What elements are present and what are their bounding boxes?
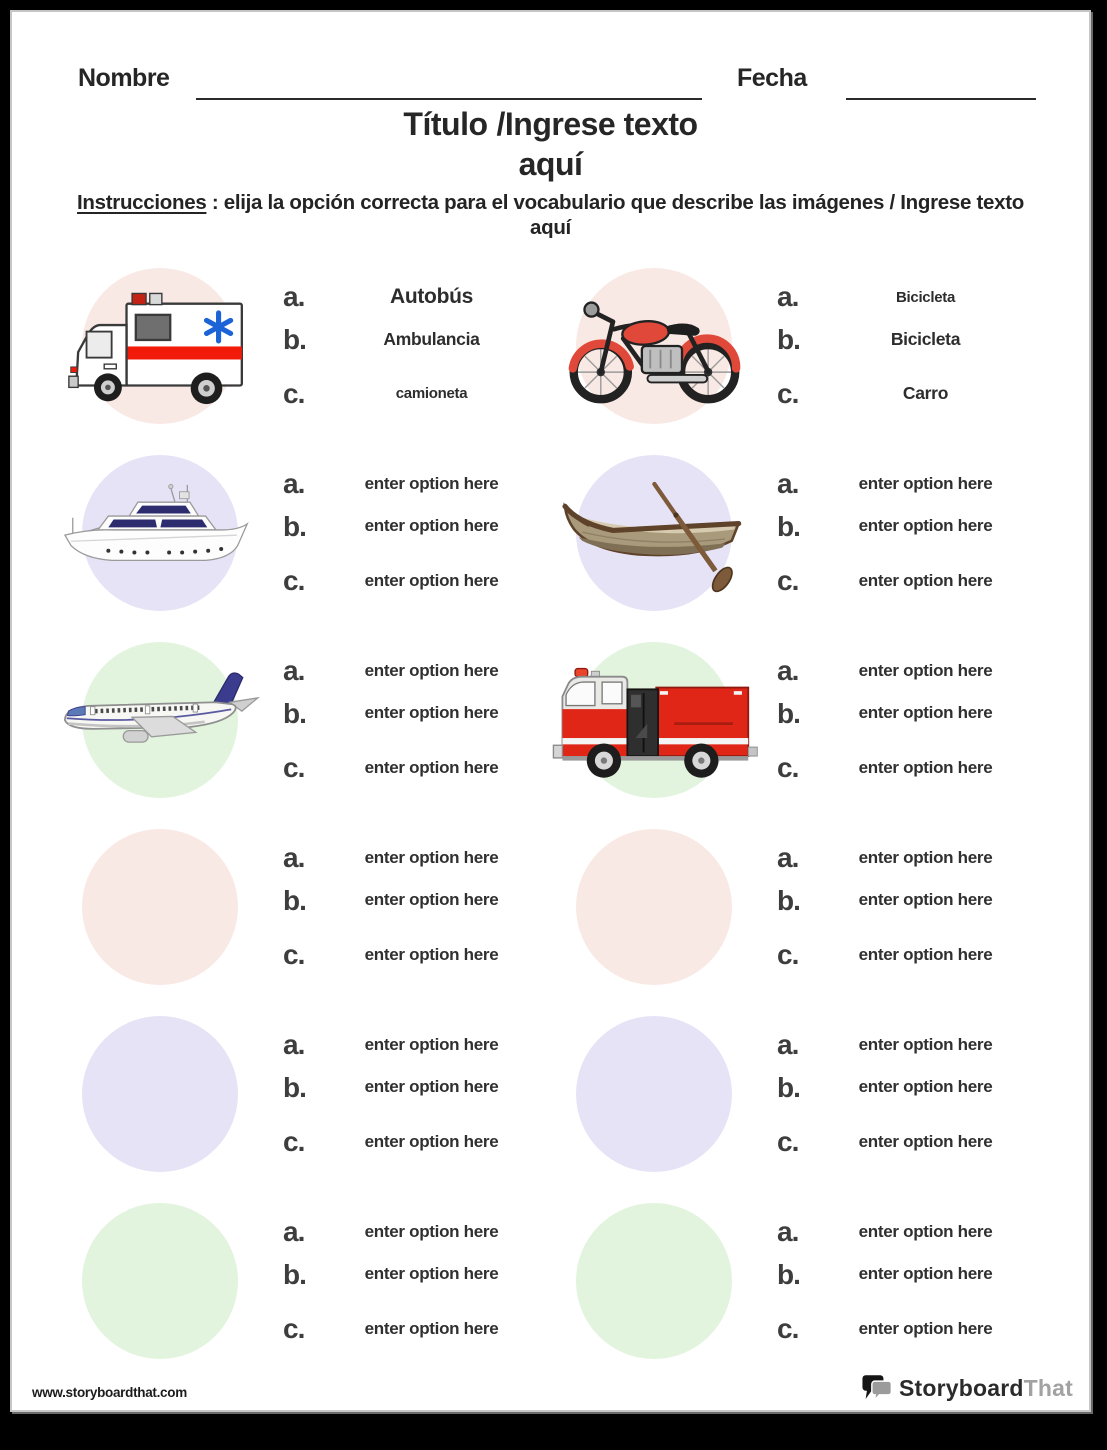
question-item	[540, 252, 1034, 439]
question-item	[540, 1000, 1034, 1187]
option-label[interactable]: enter option here	[364, 757, 499, 777]
speech-bubbles-icon	[862, 1374, 893, 1402]
option-row-b[interactable]	[283, 512, 534, 541]
website-url: www.storyboardthat.com	[32, 1385, 187, 1400]
option-row-b[interactable]	[283, 699, 534, 728]
option-letter: a.	[777, 281, 799, 313]
yacht-icon	[58, 474, 262, 591]
question-image-slot[interactable]	[82, 642, 238, 798]
option-label[interactable]: enter option here	[364, 1222, 499, 1242]
option-letter: a.	[777, 655, 799, 687]
option-letter: b.	[283, 1258, 306, 1290]
option-label[interactable]: Ambulancia	[383, 328, 480, 349]
question-item	[46, 813, 540, 1000]
question-image-slot[interactable]	[576, 829, 732, 985]
option-letter: c.	[283, 565, 305, 597]
option-label[interactable]: enter option here	[858, 474, 993, 494]
question-item	[46, 1000, 540, 1187]
option-row-b[interactable]	[777, 1073, 1028, 1102]
option-letter: c.	[777, 1126, 799, 1158]
option-letter: a.	[283, 842, 305, 874]
worksheet-page	[10, 10, 1091, 1412]
option-row-c[interactable]	[777, 1127, 1028, 1156]
image-background-circle	[82, 1016, 238, 1172]
option-label[interactable]: enter option here	[858, 1077, 993, 1097]
option-letter: a.	[283, 281, 305, 313]
option-label[interactable]: Autobús	[389, 285, 474, 309]
options-list	[283, 656, 534, 782]
options-list	[283, 469, 534, 595]
options-list	[777, 656, 1028, 782]
option-letter: b.	[283, 1071, 306, 1103]
options-list	[777, 1030, 1028, 1156]
option-label[interactable]: enter option here	[858, 890, 993, 910]
option-label[interactable]: enter option here	[858, 570, 993, 590]
question-image-slot[interactable]	[82, 268, 238, 424]
option-row-c[interactable]	[777, 379, 1028, 408]
date-label: Fecha	[737, 64, 807, 92]
option-label[interactable]: enter option here	[364, 516, 499, 536]
option-label[interactable]: enter option here	[858, 661, 993, 681]
option-row-c[interactable]	[283, 379, 534, 408]
option-row-c[interactable]	[283, 566, 534, 595]
option-letter: b.	[777, 1258, 800, 1290]
instructions-label: Instrucciones	[77, 191, 207, 214]
option-letter: b.	[283, 884, 306, 916]
option-letter: c.	[283, 378, 305, 410]
option-label[interactable]: enter option here	[364, 661, 499, 681]
question-item	[46, 626, 540, 813]
option-label[interactable]: enter option here	[364, 1131, 499, 1151]
option-label[interactable]: enter option here	[364, 944, 499, 964]
question-item	[540, 813, 1034, 1000]
option-label[interactable]: enter option here	[858, 1222, 993, 1242]
question-image-slot[interactable]	[576, 268, 732, 424]
option-row-b[interactable]	[777, 699, 1028, 728]
option-label[interactable]: enter option here	[364, 474, 499, 494]
option-row-c[interactable]	[777, 566, 1028, 595]
name-label: Nombre	[78, 64, 170, 92]
title-emphasis: Título	[403, 106, 488, 142]
option-row-a[interactable]	[283, 1030, 534, 1059]
image-background-circle	[82, 829, 238, 985]
option-label[interactable]: enter option here	[364, 1264, 499, 1284]
options-list	[777, 469, 1028, 595]
instructions-block[interactable]	[40, 190, 1061, 241]
option-row-a[interactable]	[777, 656, 1028, 685]
options-list	[777, 1217, 1028, 1343]
option-label[interactable]: enter option here	[858, 757, 993, 777]
option-letter: a.	[283, 655, 305, 687]
option-letter: c.	[777, 1313, 799, 1345]
image-background-circle	[576, 829, 732, 985]
option-letter: a.	[777, 1029, 799, 1061]
rowboat-icon	[553, 468, 755, 597]
option-letter: c.	[283, 1313, 305, 1345]
option-row-a[interactable]	[283, 656, 534, 685]
option-letter: b.	[283, 323, 306, 355]
options-list	[283, 1217, 534, 1343]
option-letter: b.	[777, 884, 800, 916]
airplane-icon	[56, 666, 264, 772]
option-label[interactable]: enter option here	[858, 516, 993, 536]
option-row-a[interactable]	[777, 1217, 1028, 1246]
option-row-a[interactable]	[283, 1217, 534, 1246]
option-letter: b.	[283, 510, 306, 542]
motorcycle-icon	[556, 280, 752, 411]
option-letter: b.	[777, 1071, 800, 1103]
question-item	[540, 439, 1034, 626]
brand-accent: That	[1023, 1374, 1073, 1401]
option-row-b[interactable]	[283, 1260, 534, 1289]
option-label[interactable]: Bicicleta	[896, 288, 955, 306]
question-item	[540, 626, 1034, 813]
option-letter: c.	[777, 378, 799, 410]
option-letter: a.	[283, 468, 305, 500]
question-image-slot[interactable]	[576, 1016, 732, 1172]
question-image-slot[interactable]	[82, 455, 238, 611]
image-background-circle	[576, 1016, 732, 1172]
option-letter: c.	[777, 565, 799, 597]
option-row-a[interactable]	[283, 843, 534, 872]
question-item	[46, 252, 540, 439]
image-background-circle	[82, 1203, 238, 1359]
option-label[interactable]: enter option here	[364, 1077, 499, 1097]
options-list	[777, 282, 1028, 408]
options-list	[283, 1030, 534, 1156]
option-row-b[interactable]	[777, 886, 1028, 915]
question-item	[46, 1187, 540, 1374]
option-row-b[interactable]	[283, 1073, 534, 1102]
option-label[interactable]: enter option here	[364, 848, 499, 868]
option-label[interactable]: enter option here	[364, 1318, 499, 1338]
option-label[interactable]: enter option here	[364, 890, 499, 910]
options-list	[283, 843, 534, 969]
question-image-slot[interactable]	[576, 1203, 732, 1359]
option-letter: a.	[777, 468, 799, 500]
question-image-slot[interactable]	[82, 829, 238, 985]
option-letter: c.	[777, 752, 799, 784]
option-letter: c.	[283, 1126, 305, 1158]
worksheet-title[interactable]	[12, 104, 1089, 184]
option-label[interactable]: enter option here	[858, 1264, 993, 1284]
option-row-a[interactable]	[283, 469, 534, 498]
option-label[interactable]: enter option here	[858, 1131, 993, 1151]
option-row-b[interactable]	[777, 1260, 1028, 1289]
option-letter: b.	[283, 697, 306, 729]
option-label[interactable]: enter option here	[858, 1318, 993, 1338]
title-line2: aquí	[518, 146, 583, 182]
options-list	[777, 843, 1028, 969]
option-row-c[interactable]	[283, 1314, 534, 1343]
option-letter: c.	[283, 939, 305, 971]
instructions-text: : elija la opción correcta para el vocabulario que describe las imágenes / Ingrese texto	[206, 191, 1024, 214]
ambulance-icon	[67, 283, 253, 409]
option-label[interactable]: camioneta	[395, 385, 468, 403]
option-letter: c.	[283, 752, 305, 784]
option-row-b[interactable]	[283, 325, 534, 354]
option-row-a[interactable]	[283, 282, 534, 311]
title-placeholder: /Ingrese texto	[496, 106, 698, 142]
option-row-a[interactable]	[777, 282, 1028, 311]
option-label[interactable]: enter option here	[858, 848, 993, 868]
option-row-b[interactable]	[283, 886, 534, 915]
option-label[interactable]: enter option here	[858, 703, 993, 723]
brand-text	[899, 1375, 1073, 1402]
option-row-c[interactable]	[283, 940, 534, 969]
question-image-slot[interactable]	[82, 1016, 238, 1172]
instructions-line2: aquí	[530, 216, 571, 240]
option-letter: a.	[777, 842, 799, 874]
option-label[interactable]: Carro	[902, 383, 949, 404]
option-letter: a.	[777, 1216, 799, 1248]
name-write-line	[196, 98, 702, 100]
option-row-a[interactable]	[777, 469, 1028, 498]
option-label[interactable]: enter option here	[364, 1035, 499, 1055]
question-image-slot[interactable]	[576, 642, 732, 798]
option-row-b[interactable]	[777, 512, 1028, 541]
option-letter: a.	[283, 1029, 305, 1061]
option-row-a[interactable]	[777, 1030, 1028, 1059]
option-row-c[interactable]	[283, 753, 534, 782]
brand-main: Storyboard	[898, 1374, 1024, 1401]
option-label[interactable]: Bicicleta	[890, 328, 961, 349]
option-label[interactable]: enter option here	[364, 570, 499, 590]
question-item	[46, 439, 540, 626]
option-label[interactable]: enter option here	[858, 1035, 993, 1055]
title-line1	[12, 104, 1089, 144]
option-label[interactable]: enter option here	[364, 703, 499, 723]
question-image-slot[interactable]	[576, 455, 732, 611]
date-write-line	[846, 98, 1036, 100]
option-row-c[interactable]	[283, 1127, 534, 1156]
firetruck-icon	[548, 656, 760, 782]
option-row-c[interactable]	[777, 753, 1028, 782]
option-letter: b.	[777, 510, 800, 542]
option-letter: b.	[777, 323, 800, 355]
option-letter: c.	[777, 939, 799, 971]
questions-grid	[46, 252, 1034, 1374]
option-letter: b.	[777, 697, 800, 729]
question-item	[540, 1187, 1034, 1374]
options-list	[283, 282, 534, 408]
option-letter: a.	[283, 1216, 305, 1248]
option-row-a[interactable]	[777, 843, 1028, 872]
option-row-b[interactable]	[777, 325, 1028, 354]
image-background-circle	[576, 1203, 732, 1359]
question-image-slot[interactable]	[82, 1203, 238, 1359]
option-row-c[interactable]	[777, 940, 1028, 969]
option-row-c[interactable]	[777, 1314, 1028, 1343]
storyboardthat-logo	[862, 1374, 1073, 1402]
option-label[interactable]: enter option here	[858, 944, 993, 964]
